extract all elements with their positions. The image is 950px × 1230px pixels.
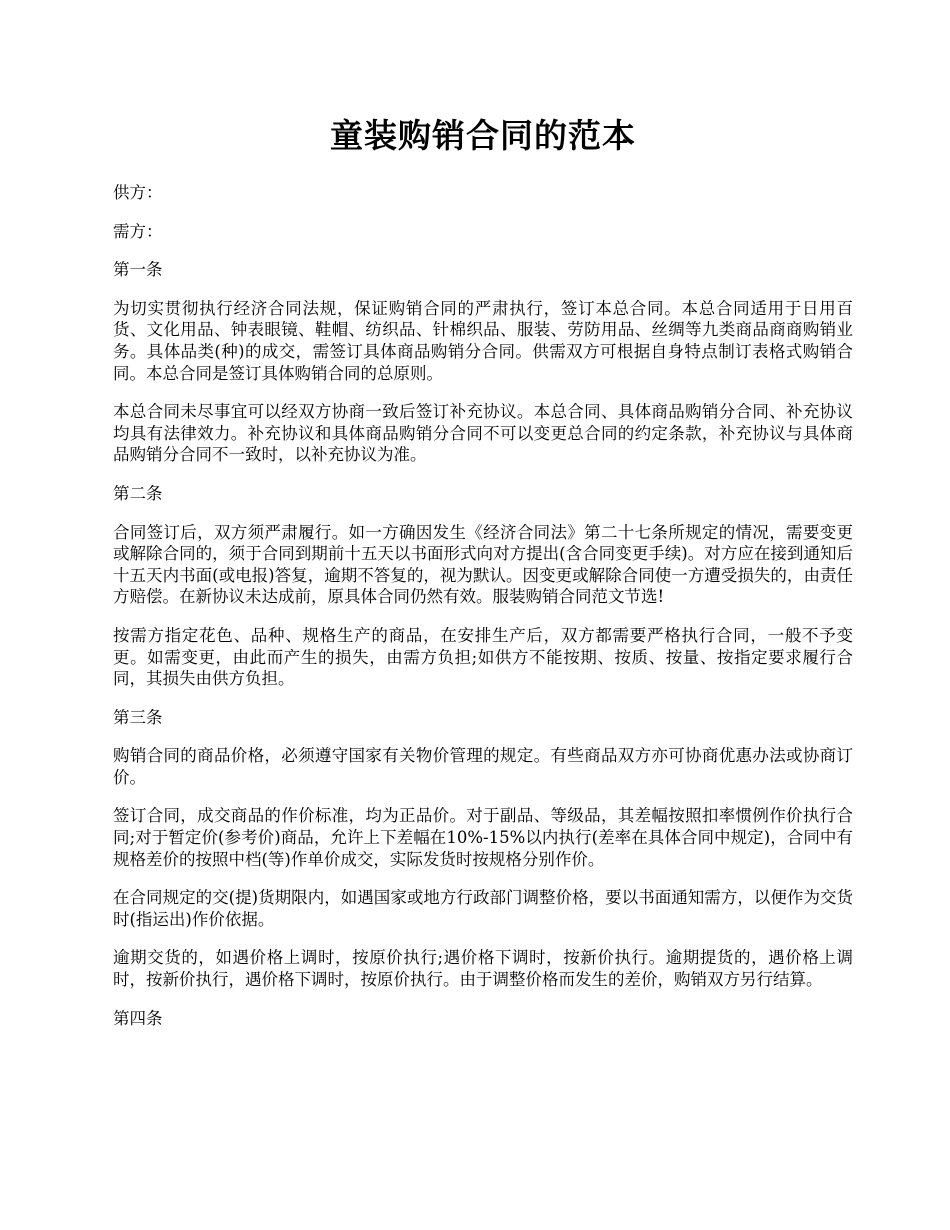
article-3-heading: 第三条 — [113, 707, 163, 727]
supplier-label: 供方： — [113, 183, 163, 202]
document-title: 童装购销合同的范本 — [330, 116, 636, 155]
article-4-heading: 第四条 — [113, 1008, 163, 1028]
contract-document — [113, 112, 853, 1046]
article-2-heading: 第二条 — [113, 483, 163, 503]
article-3-paragraph-1: 购销合同的商品价格，必须遵守国家有关物价管理的规定。有些商品双方亦可协商优惠办法或协商订价。 — [113, 746, 853, 787]
article-3-paragraph-3: 在合同规定的交(提)货期限内，如遇国家或地方行政部门调整价格，要以书面通知需方，以便作为交货时(指运出)作价依据。 — [113, 888, 853, 929]
article-1-paragraph-2: 本总合同未尽事宜可以经双方协商一致后签订补充协议。本总合同、具体商品购销分合同、补充协议均具有法律效力。补充协议和具体商品购销分合同不可以变更总合同的约定条款，补充协议与具体商品购销分合同不一致时，以补充协议为准。 — [113, 402, 853, 465]
article-2-paragraph-2: 按需方指定花色、品种、规格生产的商品，在安排生产后，双方都需要严格执行合同，一般不予变更。如需变更，由此而产生的损失，由需方负担;如供方不能按期、按质、按量、按指定要求履行合同，其损失由供方负担。 — [113, 625, 853, 689]
buyer-label: 需方： — [113, 221, 163, 241]
article-1-heading: 第一条 — [113, 260, 163, 280]
article-2-paragraph-1: 合同签订后，双方须严肃履行。如一方确因发生《经济合同法》第二十七条所规定的情况，需要变更或解除合同的，须于合同到期前十五天以书面形式向对方提出(含合同变更手续)。对方应在接到通知后十五天内书面(或电报)答复，逾期不答复的，视为默认。因变更或解除合同使一方遭受损失的，由责任方赔偿。在新协议未达成前，原具体合同仍然有效。服装购销合同范文节选! — [113, 522, 853, 607]
article-1-paragraph-1: 为切实贯彻执行经济合同法规，保证购销合同的严肃执行，签订本总合同。本总合同适用于日用百货、文化用品、钟表眼镜、鞋帽、纺织品、针棉织品、服装、劳防用品、丝绸等九类商品商商购销业务。具体品类(种)的成交，需签订具体商品购销分合同。供需双方可根据自身特点制订表格式购销合同。本总合同是签订具体购销合同的总原则。 — [113, 298, 853, 383]
article-3-paragraph-4: 逾期交货的，如遇价格上调时，按原价执行;遇价格下调时，按新价执行。逾期提货的，遇价格上调时，按新价执行，遇价格下调时，按原价执行。由于调整价格而发生的差价，购销双方另行结算。 — [113, 948, 853, 990]
article-3-paragraph-2: 签订合同，成交商品的作价标准，均为正品价。对于副品、等级品，其差幅按照扣率惯例作价执行合同;对于暂定价(参考价)商品，允许上下差幅在10%-15%以内执行(差率在具体合同中规定)，合同中有规格差价的按照中档(等)作单价成交，实际发货时按规格分别作价。 — [113, 806, 853, 869]
